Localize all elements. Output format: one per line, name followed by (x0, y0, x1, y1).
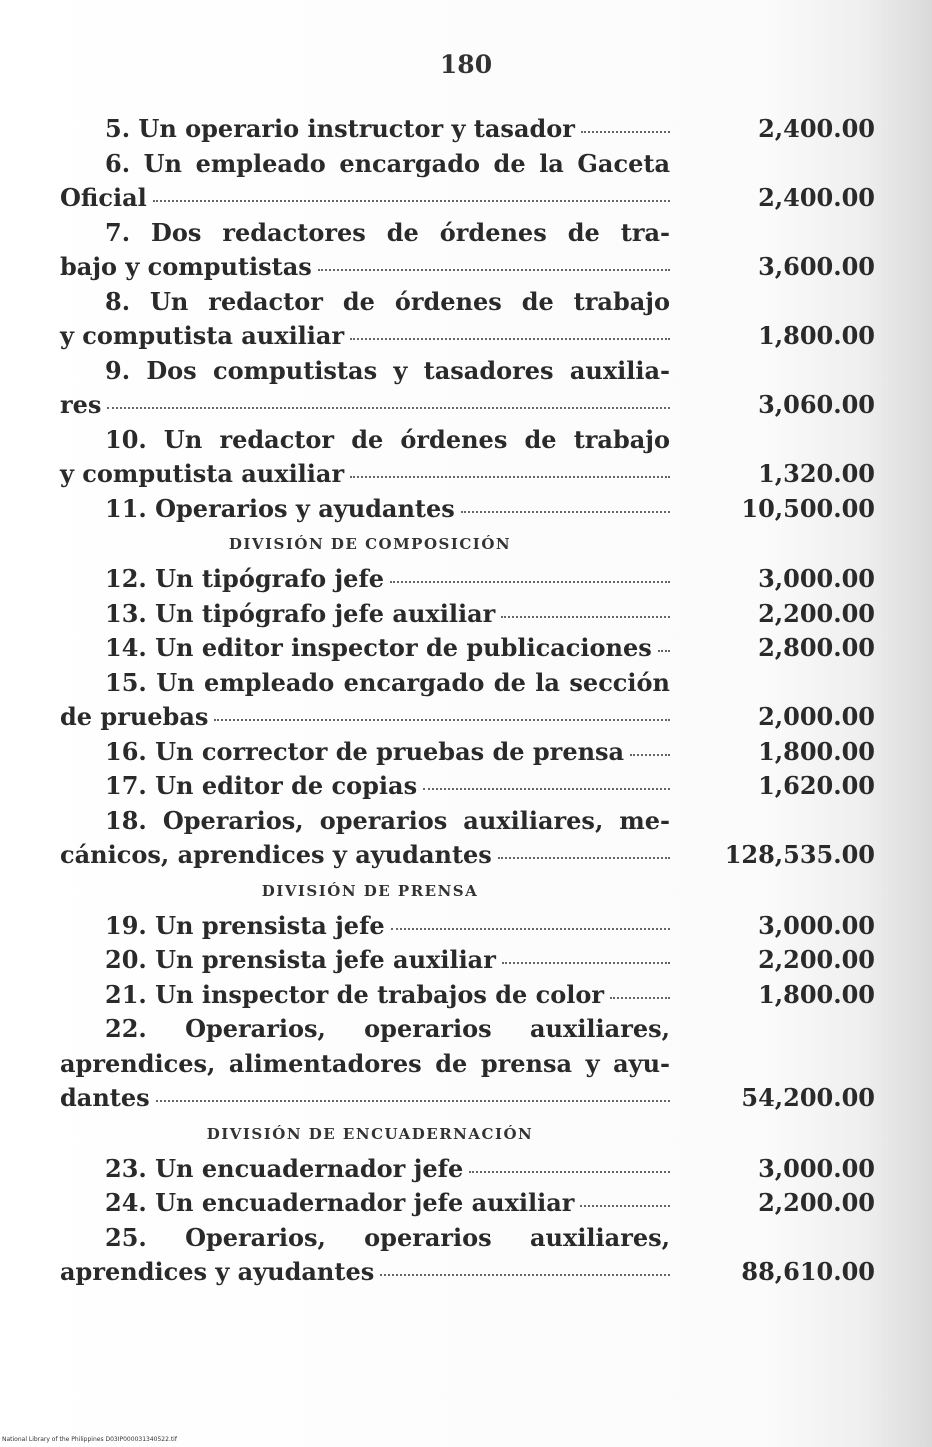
entry-amount: 3,000.00 (758, 564, 875, 593)
dot-leader (350, 337, 670, 340)
dot-leader (391, 927, 670, 930)
dot-leader (107, 406, 670, 409)
entry-text: 6. Un empleado encargado de la Gaceta (105, 148, 670, 178)
budget-entry (60, 492, 875, 527)
budget-entry (60, 943, 875, 978)
budget-entry (60, 666, 875, 735)
entry-text: 19. Un prensista jefe (105, 910, 385, 940)
dot-leader (469, 1170, 670, 1173)
dot-leader (214, 718, 670, 721)
entry-text: cánicos, aprendices y ayudantes (60, 840, 492, 869)
entry-text: 18. Operarios, operarios auxiliares, me- (105, 805, 670, 835)
entry-amount: 2,400.00 (758, 183, 875, 212)
dot-leader (153, 199, 670, 202)
section-heading: DIVISIÓN DE ENCUADERNACIÓN (206, 1124, 534, 1143)
entry-amount: 2,200.00 (758, 1188, 875, 1217)
entry-amount: 2,200.00 (758, 945, 875, 974)
entry-amount: 3,000.00 (758, 1153, 875, 1183)
dot-leader (501, 615, 670, 618)
entry-text: 23. Un encuadernador jefe (105, 1153, 464, 1183)
dot-leader (156, 1099, 670, 1102)
entry-amount: 1,800.00 (758, 979, 875, 1009)
dot-leader (380, 1273, 670, 1276)
scan-footer: National Library of the Philippines D03IP000031340522.tif (2, 1436, 177, 1443)
budget-entries (60, 112, 875, 1290)
budget-entry (60, 1221, 875, 1290)
entry-text: aprendices, alimentadores de prensa y ayu- (60, 1048, 670, 1078)
entry-amount: 1,320.00 (758, 459, 875, 488)
budget-entry (60, 597, 875, 632)
dot-leader (461, 510, 670, 513)
entry-text: 14. Un editor inspector de publicaciones (105, 633, 652, 662)
budget-entry (60, 1186, 875, 1221)
budget-entry (60, 909, 875, 944)
page-number: 180 (439, 50, 493, 79)
entry-amount: 3,060.00 (758, 390, 875, 419)
dot-leader (658, 649, 670, 652)
entry-text: res (60, 390, 102, 419)
entry-amount: 2,800.00 (758, 633, 875, 662)
entry-text: dantes (60, 1083, 150, 1112)
entry-text: 22. Operarios, operarios auxiliares, (105, 1014, 670, 1043)
entry-text: 21. Un inspector de trabajos de color (105, 979, 605, 1009)
entry-text: 13. Un tipógrafo jefe auxiliar (105, 598, 496, 628)
dot-leader (502, 961, 670, 964)
entry-text: 16. Un corrector de pruebas de prensa (105, 736, 625, 766)
dot-leader (390, 580, 670, 583)
budget-entry (60, 216, 875, 285)
entry-text: 7. Dos redactores de órdenes de tra- (105, 217, 670, 247)
dot-leader (318, 268, 670, 271)
entry-amount: 2,400.00 (758, 114, 875, 143)
budget-entry (60, 562, 875, 597)
entry-amount: 54,200.00 (741, 1083, 875, 1112)
entry-text: 9. Dos computistas y tasadores auxilia- (105, 355, 670, 385)
section-heading: DIVISIÓN DE PRENSA (261, 881, 479, 900)
entry-text: 11. Operarios y ayudantes (105, 493, 455, 523)
entry-amount: 3,600.00 (758, 252, 875, 281)
budget-entry (60, 423, 875, 492)
section-heading: DIVISIÓN DE COMPOSICIÓN (228, 535, 512, 553)
entry-text: 25. Operarios, operarios auxiliares, (105, 1222, 670, 1252)
budget-entry (60, 147, 875, 216)
entry-text: y computista auxiliar (60, 459, 345, 488)
entry-amount: 2,000.00 (758, 702, 875, 731)
budget-entry (60, 285, 875, 354)
budget-entry (60, 354, 875, 423)
entry-text: 10. Un redactor de órdenes de trabajo (105, 424, 670, 454)
dot-leader (350, 475, 670, 478)
dot-leader (581, 130, 670, 133)
budget-entry (60, 769, 875, 804)
entry-text: aprendices y ayudantes (60, 1257, 375, 1286)
dot-leader (423, 787, 670, 790)
entry-amount: 128,535.00 (724, 840, 875, 869)
dot-leader (498, 856, 670, 859)
entry-amount: 1,620.00 (758, 771, 875, 800)
budget-entry (60, 1012, 875, 1116)
entry-text: 5. Un operario instructor y tasador (105, 114, 575, 143)
entry-amount: 10,500.00 (741, 493, 875, 523)
dot-leader (580, 1204, 670, 1207)
entry-text: 20. Un prensista jefe auxiliar (105, 945, 496, 974)
entry-amount: 1,800.00 (758, 736, 875, 766)
budget-entry (60, 1152, 875, 1187)
budget-entry (60, 631, 875, 666)
entry-text: 8. Un redactor de órdenes de trabajo (105, 286, 670, 316)
budget-entry (60, 804, 875, 873)
dot-leader (630, 753, 670, 756)
budget-entry (60, 735, 875, 770)
entry-text: Oficial (60, 183, 147, 212)
entry-text: 17. Un editor de copias (105, 771, 418, 800)
entry-text: 24. Un encuadernador jefe auxiliar (105, 1188, 575, 1217)
entry-amount: 1,800.00 (758, 321, 875, 350)
entry-text: 12. Un tipógrafo jefe (105, 564, 385, 593)
entry-text: y computista auxiliar (60, 321, 345, 350)
dot-leader (610, 996, 670, 999)
entry-text: bajo y computistas (60, 252, 312, 281)
entry-amount: 2,200.00 (758, 598, 875, 628)
entry-text: 15. Un empleado encargado de la sección (105, 667, 670, 697)
entry-amount: 3,000.00 (758, 910, 875, 940)
budget-entry (60, 978, 875, 1013)
entry-amount: 88,610.00 (741, 1257, 875, 1286)
budget-entry (60, 112, 875, 147)
entry-text: de pruebas (60, 702, 209, 731)
